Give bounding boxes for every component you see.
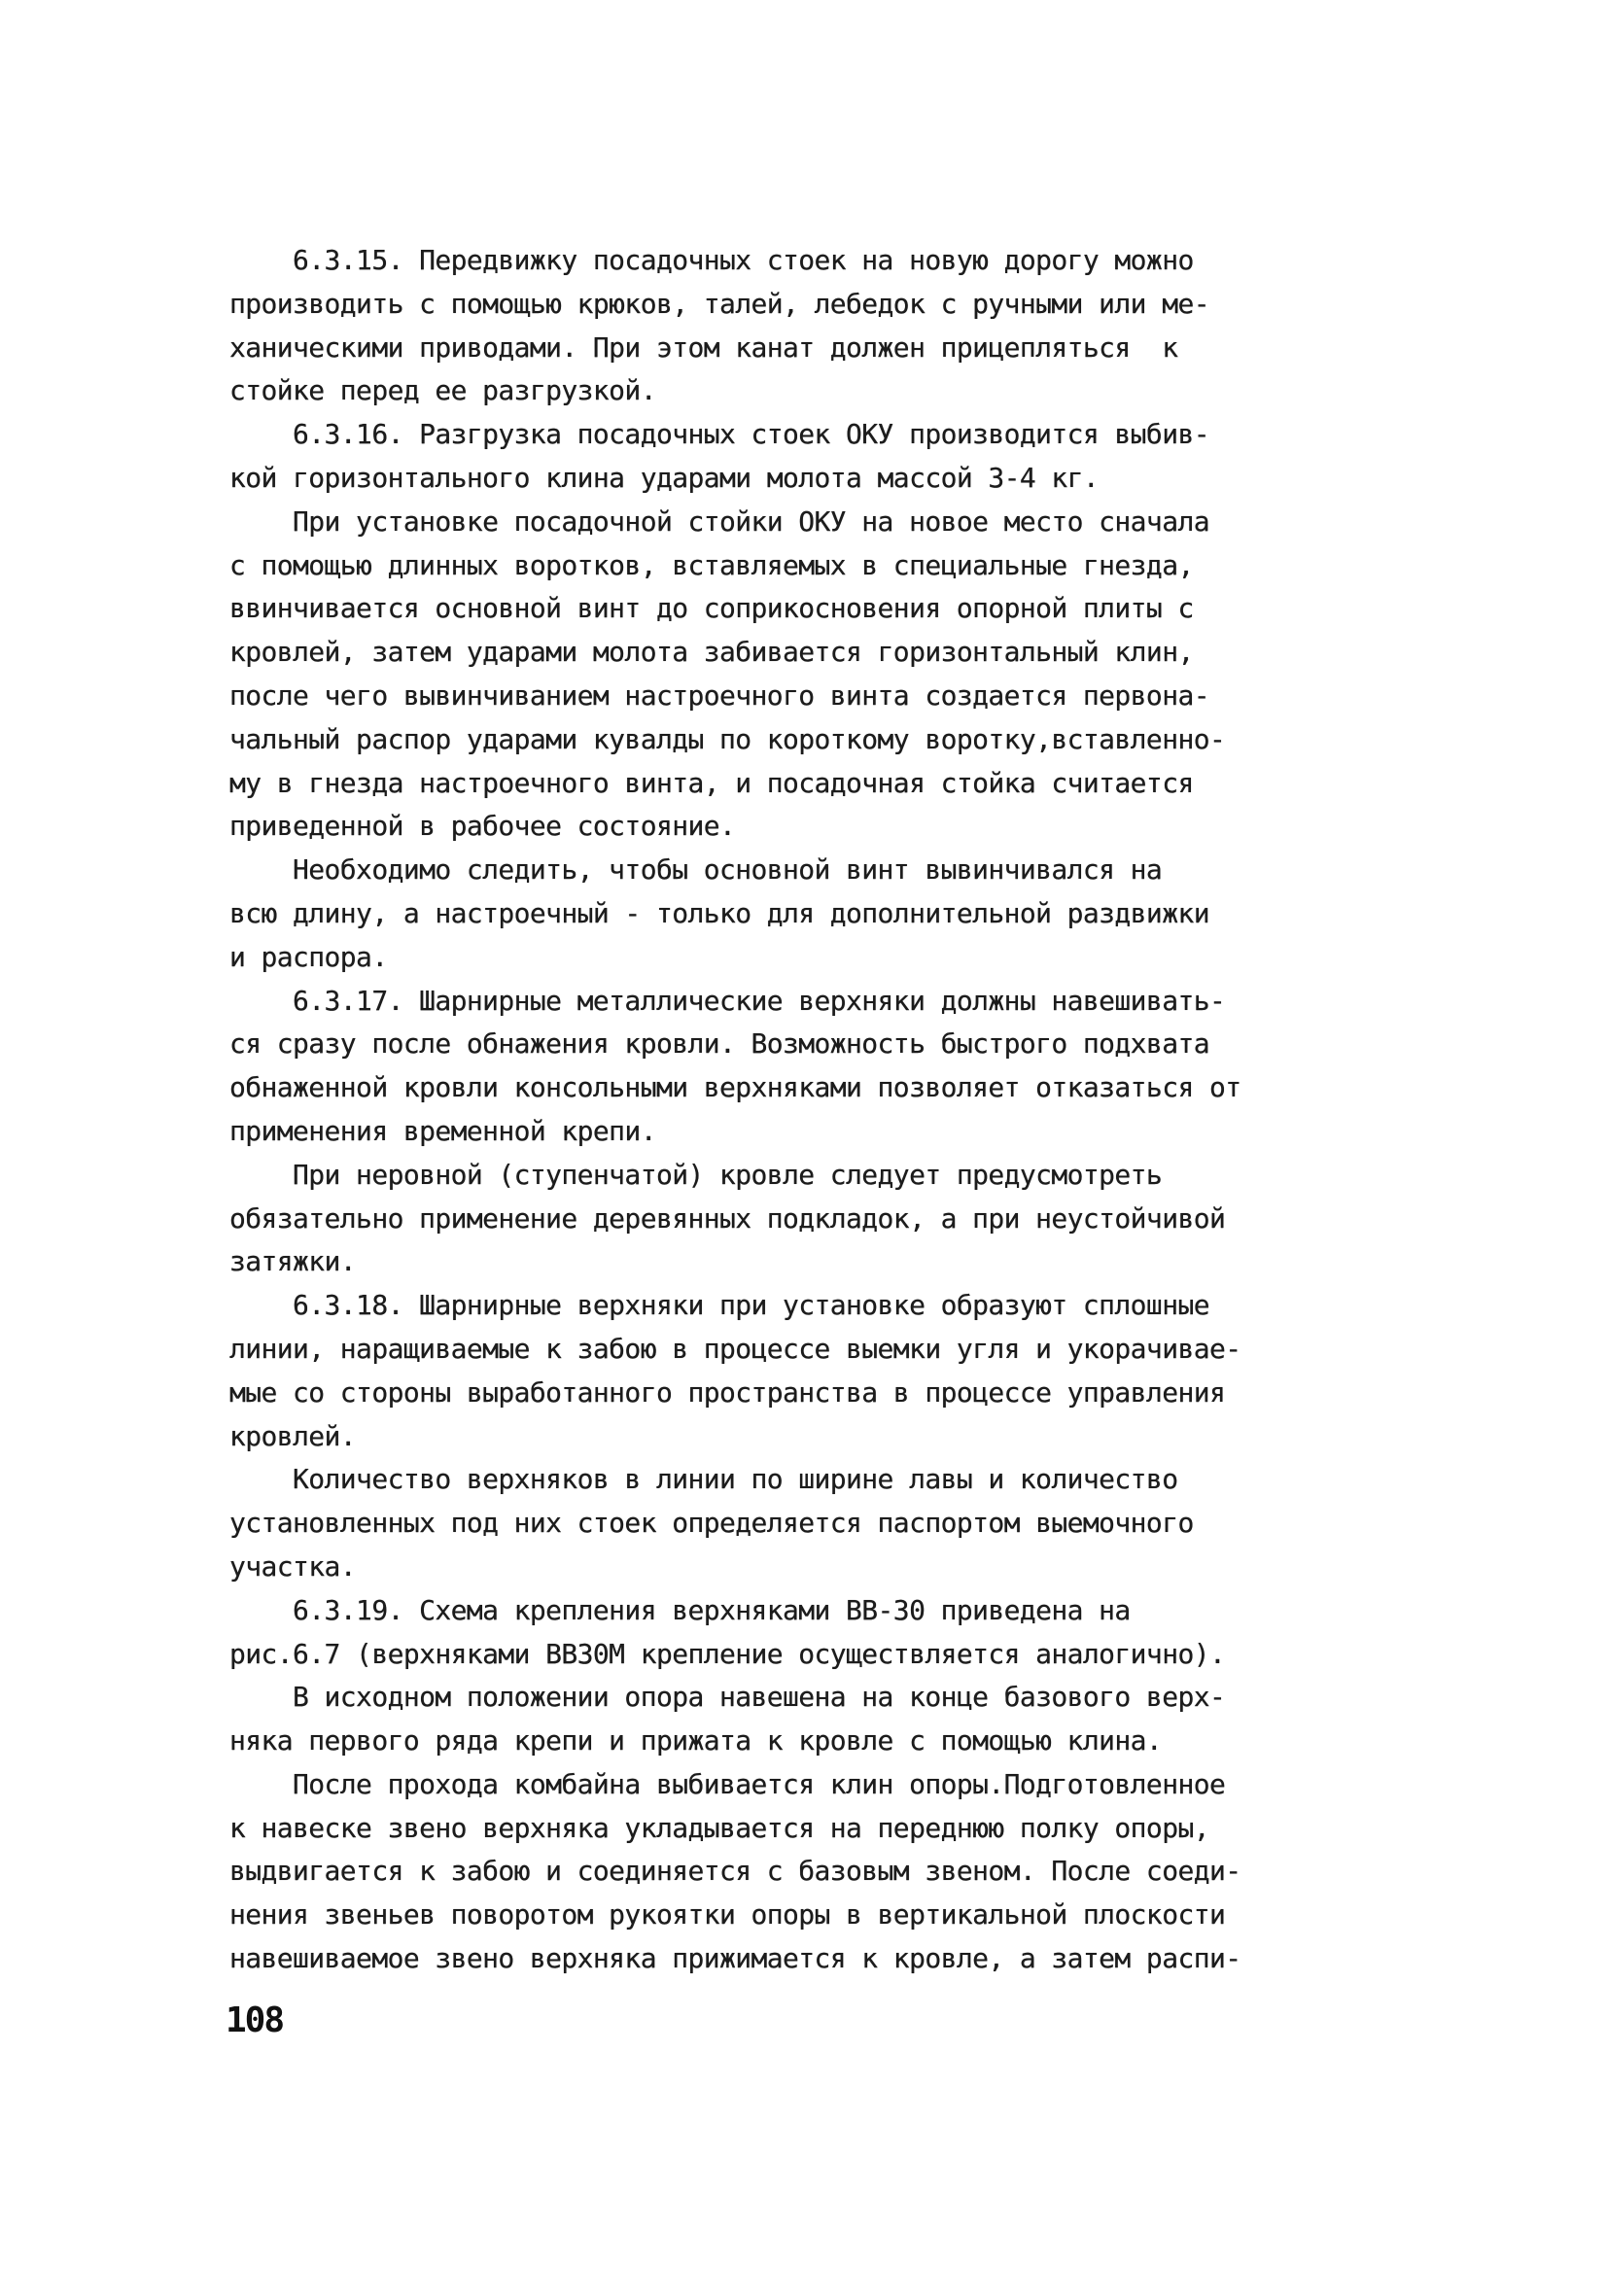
text-line: 6.3.18. Шарнирные верхняки при установке образуют сплошные	[229, 1289, 1209, 1322]
text-line: к навеске звено верхняка укладывается на переднюю полку опоры,	[229, 1811, 1209, 1844]
text-line: обнаженной кровли консольными верхняками позволяет отказаться от	[229, 1071, 1241, 1104]
text-line: 6.3.19. Схема крепления верхняками ВВ-30 приведена на	[229, 1593, 1131, 1626]
text-line: затяжки.	[229, 1245, 357, 1278]
text-line: нения звеньев поворотом рукоятки опоры в вертикальной плоскости	[229, 1898, 1226, 1931]
text-line: линии, наращиваемые к забою в процессе выемки угля и укорачивае-	[229, 1332, 1241, 1365]
body-text	[229, 239, 1386, 1981]
text-line: При установке посадочной стойки ОКУ на новое место сначала	[229, 504, 1209, 538]
text-line: После прохода комбайна выбивается клин опоры.Подготовленное	[229, 1767, 1226, 1800]
text-line: 6.3.15. Передвижку посадочных стоек на новую дорогу можно	[229, 244, 1194, 276]
text-line: 6.3.16. Разгрузка посадочных стоек ОКУ производится выбив-	[229, 418, 1209, 451]
text-line: ввинчивается основной винт до соприкосновения опорной плиты с	[229, 592, 1194, 625]
text-line: стойке перед ее разгрузкой.	[229, 374, 656, 407]
text-line: чальный распор ударами кувалды по короткому воротку,вставленно-	[229, 722, 1226, 755]
text-line: В исходном положении опора навешена на конце базового верх-	[229, 1681, 1226, 1714]
text-line: всю длину, а настроечный - только для дополнительной раздвижки	[229, 896, 1209, 929]
text-line: и распора.	[229, 940, 388, 973]
text-line: няка первого ряда крепи и прижата к кровле с помощью клина.	[229, 1724, 1163, 1757]
text-line: выдвигается к забою и соединяется с базовым звеном. После соеди-	[229, 1855, 1241, 1888]
text-line: с помощью длинных воротков, вставляемых в специальные гнезда,	[229, 548, 1194, 581]
text-line: 6.3.17. Шарнирные металлические верхняки должны навешивать-	[229, 984, 1226, 1017]
text-line: навешиваемое звено верхняка прижимается к кровле, а затем распи-	[229, 1942, 1241, 1975]
text-line: кровлей, затем ударами молота забивается горизонтальный клин,	[229, 636, 1194, 669]
text-line: му в гнезда настроечного винта, и посадочная стойка считается	[229, 766, 1194, 799]
text-line: установленных под них стоек определяется паспортом выемочного	[229, 1507, 1194, 1540]
text-line: кровлей.	[229, 1419, 357, 1452]
text-line: приведенной в рабочее состояние.	[229, 810, 736, 843]
text-line: кой горизонтального клина ударами молота массой 3-4 кг.	[229, 461, 1100, 494]
text-line: производить с помощью крюков, талей, лебедок с ручными или ме-	[229, 287, 1209, 320]
text-line: после чего вывинчиванием настроечного винта создается первона-	[229, 678, 1209, 712]
text-line: ся сразу после обнажения кровли. Возможность быстрого подхвата	[229, 1027, 1209, 1061]
text-line: рис.6.7 (верхняками ВВ30М крепление осуществляется аналогично).	[229, 1637, 1226, 1670]
text-line: Количество верхняков в линии по ширине лавы и количество	[229, 1463, 1178, 1496]
text-line: мые со стороны выработанного пространства в процессе управления	[229, 1375, 1226, 1409]
text-line: обязательно применение деревянных подкладок, а при неустойчивой	[229, 1201, 1226, 1235]
page-number: 108	[226, 2000, 284, 2040]
text-line: Необходимо следить, чтобы основной винт вывинчивался на	[229, 853, 1163, 887]
text-line: ханическими приводами. При этом канат должен прицепляться к	[229, 330, 1178, 364]
text-line: участка.	[229, 1549, 357, 1583]
text-line: применения временной крепи.	[229, 1114, 656, 1147]
text-line: При неровной (ступенчатой) кровле следует предусмотреть	[229, 1158, 1163, 1191]
